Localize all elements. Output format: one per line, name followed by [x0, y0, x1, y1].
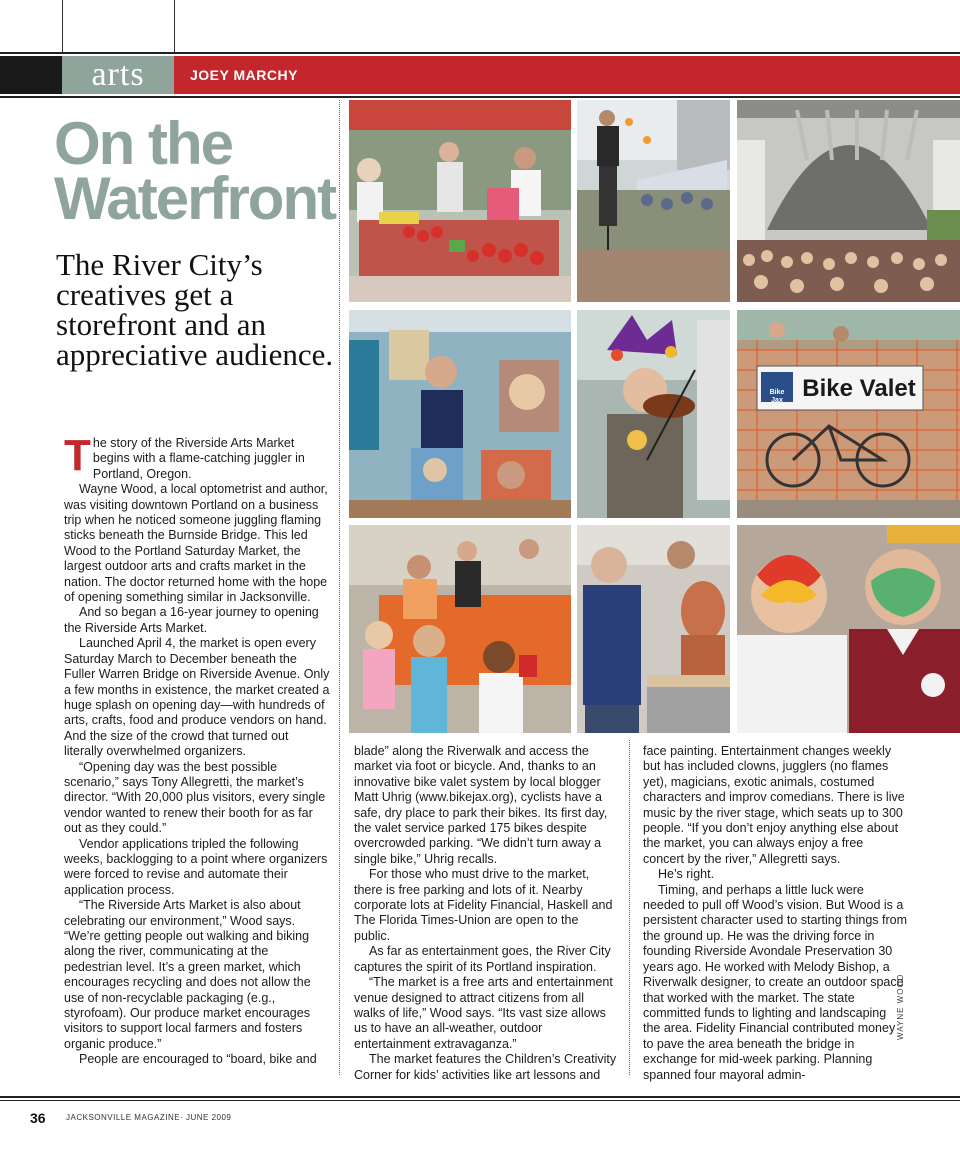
deck: The River City’s creatives get a storefront and an appreciative audience.	[56, 247, 334, 372]
author-byline: JOEY MARCHY	[190, 67, 298, 83]
paragraph: For those who must drive to the market, there is free parking and lots of it. Nearby corporate lots at Fidelity Financial, Haskell and The Florida Times-Union are open to the public.	[354, 867, 613, 943]
photo-face-painting	[737, 525, 960, 733]
article-column-3	[643, 744, 907, 1083]
bike-jax-logo: Bike Jax	[769, 389, 785, 404]
headline	[54, 110, 344, 232]
headline-line-2: Waterfront	[54, 165, 336, 232]
paragraph: The market features the Children’s Creativity Corner for kids’ activities like art lessons and	[354, 1052, 617, 1082]
header-divider	[174, 0, 175, 52]
photo-sculptor	[577, 525, 730, 733]
column-divider	[339, 100, 340, 1075]
paragraph: Timing, and perhaps a little luck were needed to pull off Wood’s vision. But Wood is a persistent character used to starting things from the ground up. He was the driving force in founding Riverside Avondale Preservation 30 years ago. He worked with Melody Bishop, a Riverwalk designer, to create an outdoor space that worked with the market. The state committed funds to lighting and landscaping the area. Fidelity Financial contributed money to pave the area beneath the bridge in exchange for mid-week parking. Planning spanned four mayoral admin-	[643, 882, 908, 1082]
footer-rule	[0, 1096, 960, 1098]
photo-artist-booth	[349, 310, 571, 518]
paragraph: Vendor applications tripled the following weeks, backlogging to a point where organizers were forced to revise and automate their application process.	[64, 836, 328, 897]
paragraph: People are encouraged to “board, bike and	[79, 1052, 317, 1067]
footer-rule	[0, 1100, 960, 1101]
paragraph: blade” along the Riverwalk and access the market via foot or bicycle. And, thanks to an innovative bike valet system by local blogger Matt Uhrig (www.bikejax.org), cyclists have a safe, dry place to park their bikes. Its first day, the valet service parked 175 bikes despite overcrowded parking. “We didn’t turn away a single bike,” Uhrig recalls.	[354, 744, 608, 866]
paragraph: Launched April 4, the market is open every Saturday March to December beneath the Fuller Warren Bridge on Riverside Avenue. Only a few months in existence, the market created a huge splash on opening day—with hundreds of arts, crafts, food and produce vendors on hand. And the size of the crowd that turned out literally overwhelmed organizers.	[64, 636, 330, 759]
paragraph: He’s right.	[658, 867, 715, 882]
bike-valet-sign: Bike Valet	[802, 375, 916, 402]
paragraph: As far as entertainment goes, the River City captures the spirit of its Portland inspiration.	[354, 944, 611, 974]
header-divider	[62, 0, 63, 52]
paragraph: “The Riverside Arts Market is also about celebrating our environment,” Wood says. “We’re getting people out walking and biking along the river, communicating at the pedestrian level. It’s a green market, which encourages recycling and does not allow the use of non-recyclable packaging (e.g., styrofoam). Our produce market encourages visitors to support local farmers and fosters organic produce.”	[64, 898, 311, 1051]
publication-line: JACKSONVILLE MAGAZINE· JUNE 2009	[66, 1113, 232, 1122]
paragraph: “The market is a free arts and entertainment venue designed to attract citizens from all walks of life,” Wood says. “Its vast size allows us to have an all-weather, outdoor entertainment extravaganza.”	[354, 975, 613, 1051]
section-label: arts	[91, 56, 145, 93]
photo-violinist	[577, 310, 730, 518]
paragraph: he story of the Riverside Arts Market begins with a flame-catching juggler in Portland, Oregon.	[92, 436, 305, 481]
column-divider	[629, 740, 630, 1075]
paragraph: Wayne Wood, a local optometrist and author, was visiting downtown Portland on a business trip when he noticed someone juggling flaming sticks beneath the Burnside Bridge. This led Wood to the Portland Saturday Market, the largest outdoor arts and crafts market in the nation. The doctor returned home with the hope of opening something similar in Jacksonville.	[64, 482, 328, 605]
headline-line-1: On the	[54, 110, 232, 177]
article-column-2	[354, 744, 618, 1083]
drop-cap: T	[64, 431, 91, 480]
photo-bridge-crowd	[737, 100, 960, 302]
paragraph: “Opening day was the best possible scenario,” says Tony Allegretti, the market’s director. “With 20,000 plus visitors, every single vendor wanted to renew their booth for as far out as they could.”	[64, 759, 326, 836]
photo-produce-stand	[349, 100, 571, 302]
photo-children-crafts	[349, 525, 571, 733]
photo-credit: WAYNE WOOD	[896, 973, 905, 1040]
photo-bike-valet	[737, 310, 960, 518]
paragraph: face painting. Entertainment changes weekly but has included clowns, jugglers (no flames yet), magicians, exotic animals, costumed characters and improv comedians. There is live music by the river stage, which seats up to 300 people. “If you don’t enjoy anything else about the market, you can always enjoy a free concert by the river,” Allegretti says.	[643, 744, 905, 866]
header-rule	[0, 96, 960, 98]
photo-juggler-unicycle	[577, 100, 730, 302]
header-black-block	[0, 56, 62, 94]
header-rule	[0, 52, 960, 54]
page-number: 36	[30, 1110, 46, 1126]
paragraph: And so began a 16-year journey to opening the Riverside Arts Market.	[64, 605, 319, 635]
article-column-1	[64, 431, 330, 1068]
